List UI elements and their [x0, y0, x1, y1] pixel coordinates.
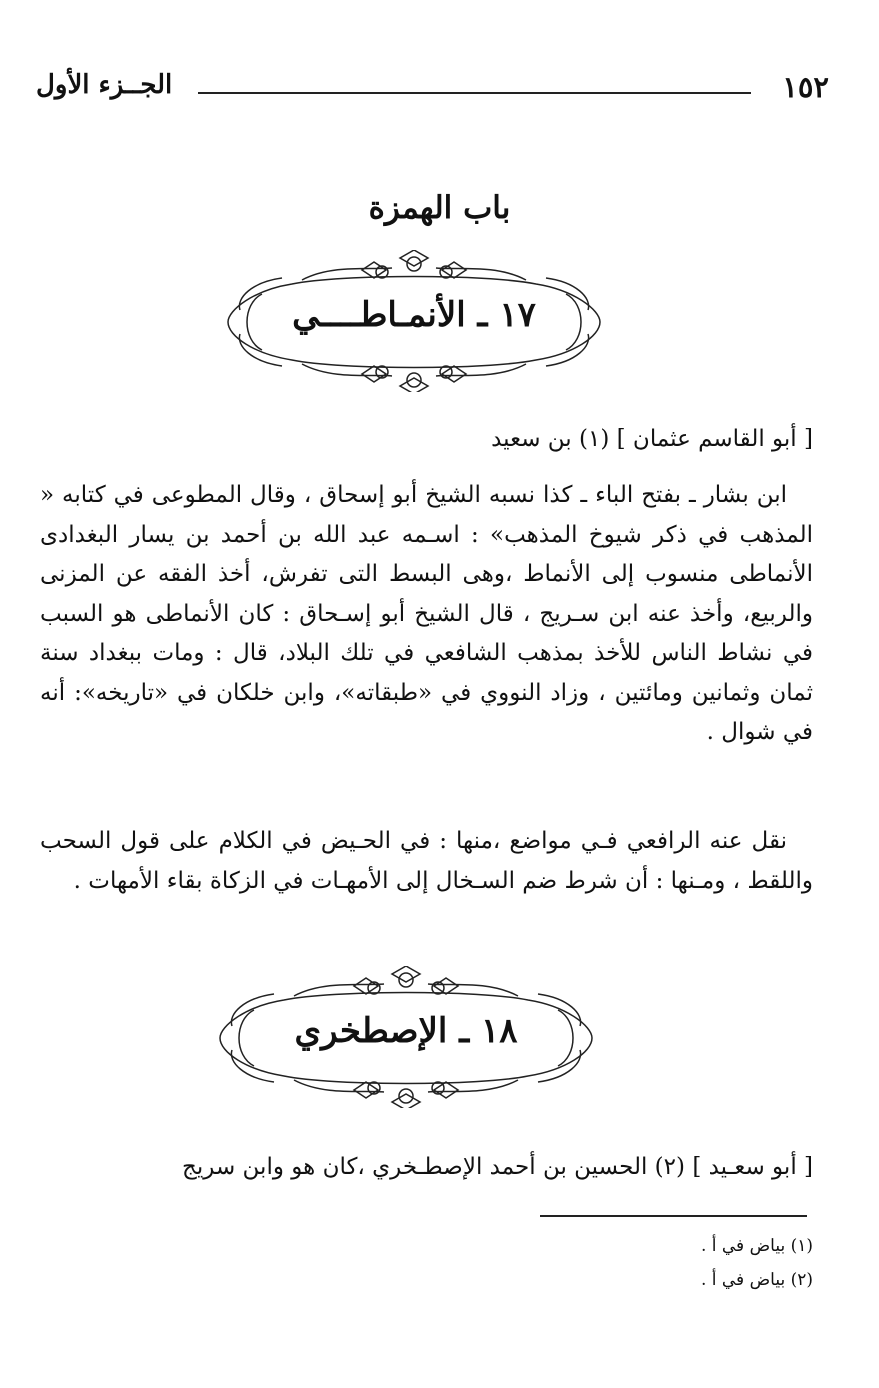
- entry-heading-frame: [222, 250, 606, 392]
- volume-label: الجــزء الأول: [36, 70, 173, 100]
- footnote: (٢) بياض في أ .: [700, 1270, 813, 1290]
- page-number: ١٥٢: [782, 70, 829, 104]
- chapter-title: باب الهمزة: [368, 190, 511, 226]
- entry-intro: [ أبو القاسم عثمان ] (١) بن سعيد: [491, 426, 813, 452]
- footnote: (١) بياض في أ .: [700, 1236, 813, 1256]
- entry-heading: ١٧ ـ الأنمـاطــــي: [292, 295, 536, 335]
- entry-intro: [ أبو سعـيد ] (٢) الحسين بن أحمد الإصطـخري ،كان هو وابن سريج: [182, 1154, 813, 1180]
- entry-heading-frame: [214, 966, 598, 1108]
- entry-heading: ١٨ ـ الإصطخري: [294, 1011, 518, 1051]
- page-header: [36, 66, 829, 116]
- header-rule: [198, 92, 751, 94]
- entry-paragraph: نقل عنه الرافعي فـي مواضع ،منها : في الحـيض في الكلام على قول السحب واللقط ، ومـنها : أن شرط ضم السـخال إلى الأمهـات في الزكاة بقاء الأمهات .: [40, 828, 813, 894]
- footnote-rule: [540, 1215, 807, 1217]
- entry-paragraph: ابن بشار ـ بفتح الباء ـ كذا نسبه الشيخ أبو إسحاق ، وقال المطوعى في كتابه « المذهب في ذكر شيوخ المذهب» : اسـمه عبد الله بن أحمد بن يسار البغدادى الأنماطى منسوب إلى الأنماط ،وهى البسط التى تفرش، أخذ الفقه عن المزنى والربيع، وأخذ عنه ابن سـريج ، قال الشيخ أبو إسـحاق : كان الأنماطى هو السبب في نشاط الناس للأخذ بمذهب الشافعي في تلك البلاد، قال : ومات ببغداد سنة ثمان وثمانين ومائتين ، وزاد النووي في «طبقاته»، وابن خلكان في «تاريخه»: أنه في شوال .: [40, 482, 813, 745]
